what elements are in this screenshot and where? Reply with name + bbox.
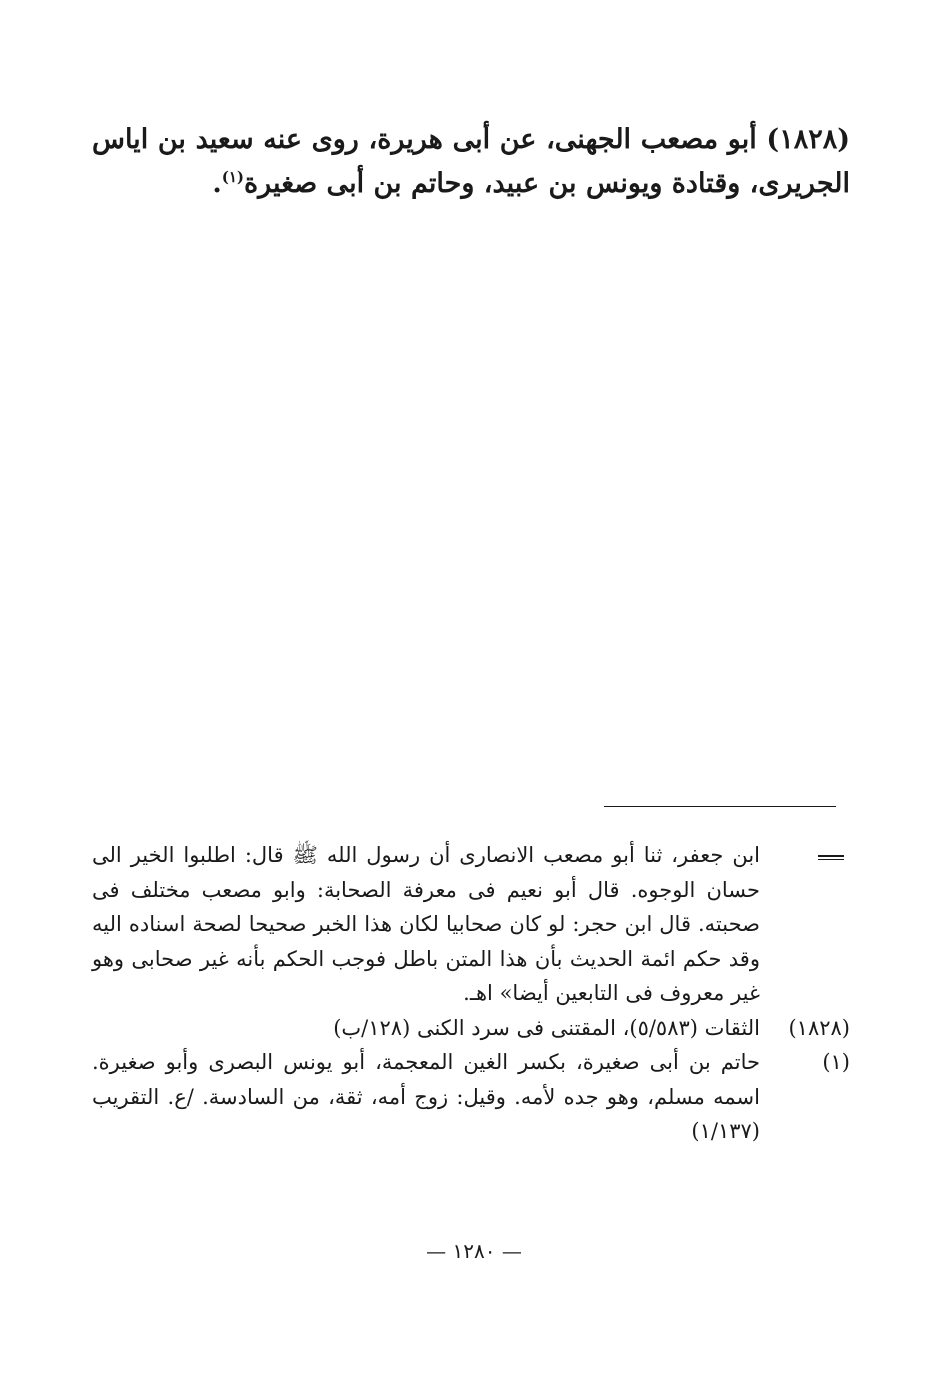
entry-text: أبو مصعب الجهنى، عن أبى هريرة، روى عنه سعيد بن اياس الجريرى، وقتادة ويونس بن عبيد، وحاتم بن أبى صغيرة — [92, 124, 850, 199]
continuation-dash-icon — [818, 855, 844, 857]
footnote-1 — [92, 1045, 850, 1149]
footnote-continuation — [92, 838, 850, 1011]
footnote-reference: (١) — [221, 168, 245, 186]
page-number: — ١٢٨٠ — — [426, 1239, 522, 1263]
footnote-marker: (١) — [822, 1050, 850, 1074]
footnotes-section — [92, 838, 850, 1149]
footnote-text: الثقات (٥/٥٨٣)، المقتنى فى سرد الكنى (١٢٨/ب) — [333, 1015, 760, 1040]
footnote-1828 — [92, 1011, 850, 1046]
footnote-text: ابن جعفر، ثنا أبو مصعب الانصارى أن رسول الله ﷺ قال: اطلبوا الخير الى حسان الوجوه. قال أبو نعيم فى معرفة الصحابة: وابو مصعب مختلف فى صحبته. قال ابن حجر: لو كان صحابيا لكان هذا الخبر صحيحا لصحة اسناده اليه وقد حكم ائمة الحديث بأن هذا المتن باطل فوجب الحكم بأنه غير صحابى وهو غير معروف فى التابعين أيضا» اهـ. — [92, 843, 760, 1005]
footnote-separator — [604, 806, 836, 807]
footnote-marker: (١٨٢٨) — [788, 1015, 850, 1040]
continuation-mark — [760, 838, 850, 873]
main-entry — [92, 118, 850, 206]
footnote-text: حاتم بن أبى صغيرة، بكسر الغين المعجمة، أبو يونس البصرى وأبو صغيرة. اسمه مسلم، وهو جده لأمه. وقيل: زوج أمه، ثقة، من السادسة. /ع. التقريب (١/١٣٧) — [92, 1050, 760, 1143]
entry-number: (١٨٢٨) — [766, 124, 850, 155]
entry-end-mark: . — [212, 168, 222, 199]
